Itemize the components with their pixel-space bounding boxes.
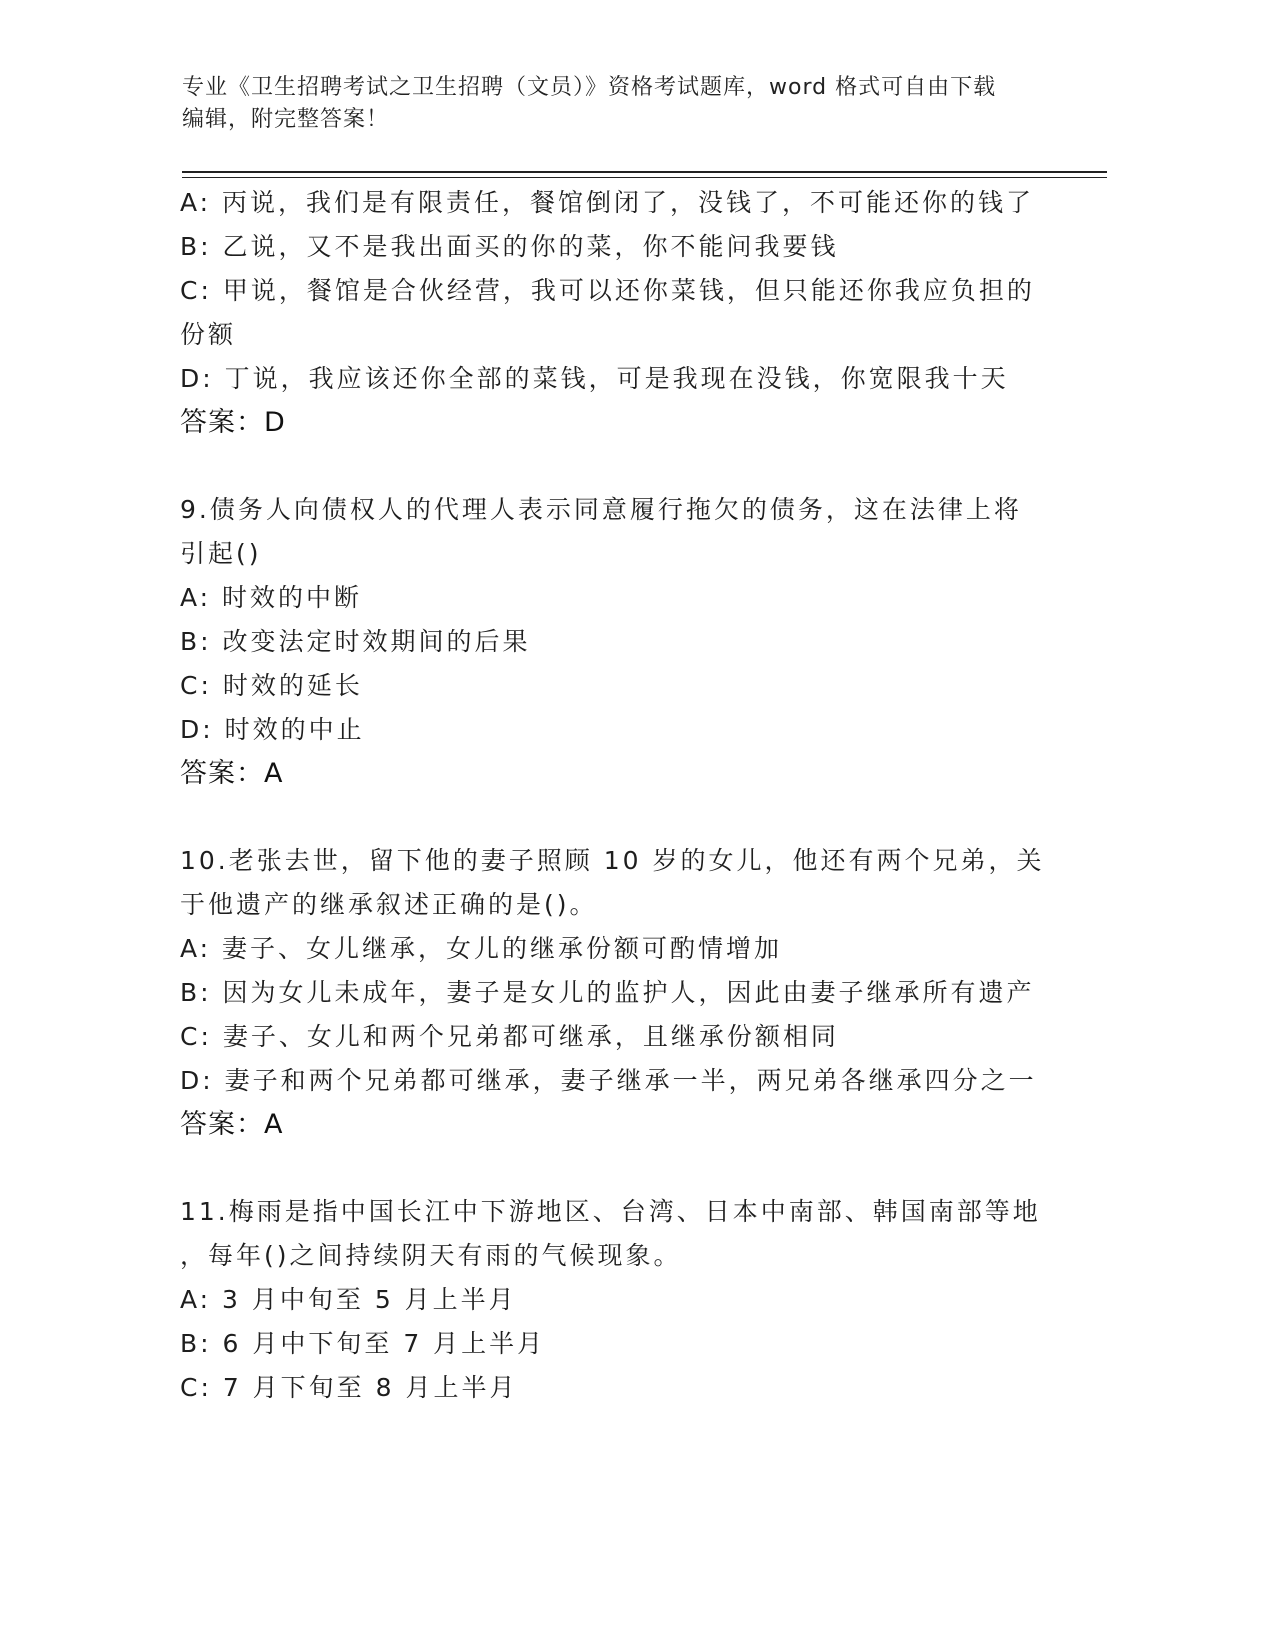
q9-option-b: B: 改变法定时效期间的后果 (180, 627, 531, 656)
spacer (180, 1147, 1060, 1190)
q9-option-d: D: 时效的中止 (180, 715, 365, 744)
question-10 (180, 839, 1060, 1147)
q9-stem-line-1: 9.债务人向债权人的代理人表示同意履行拖欠的债务，这在法律上将 (180, 495, 1022, 524)
q10-option-b: B: 因为女儿未成年，妻子是女儿的监护人，因此由妻子继承所有遗产 (180, 978, 1035, 1007)
q11-option-a: A: 3 月中旬至 5 月上半月 (180, 1285, 517, 1314)
q11-option-c: C: 7 月下旬至 8 月上半月 (180, 1373, 518, 1402)
q9-option-a: A: 时效的中断 (180, 583, 363, 612)
spacer (180, 445, 1060, 488)
q8-option-c-line-1: C: 甲说，餐馆是合伙经营，我可以还你菜钱，但只能还你我应负担的 (180, 276, 1035, 305)
header-rule-thin (182, 177, 1107, 178)
header-rule-thick (182, 171, 1107, 173)
q8-option-c-line-2: 份额 (180, 320, 237, 349)
q8-answer: 答案：D (180, 407, 286, 438)
header-line-1: 专业《卫生招聘考试之卫生招聘（文员）》资格考试题库，word 格式可自由下载 (182, 75, 997, 100)
q8-option-b: B: 乙说，又不是我出面买的你的菜，你不能问我要钱 (180, 232, 839, 261)
document-body (180, 181, 1060, 1410)
q10-stem-line-1: 10.老张去世，留下他的妻子照顾 10 岁的女儿，他还有两个兄弟，关 (180, 846, 1045, 875)
q10-stem-line-2: 于他遗产的继承叙述正确的是()。 (180, 890, 598, 919)
q8-option-a: A: 丙说，我们是有限责任，餐馆倒闭了，没钱了，不可能还你的钱了 (180, 188, 1035, 217)
question-8 (180, 181, 1060, 445)
q11-option-b: B: 6 月中下旬至 7 月上半月 (180, 1329, 546, 1358)
header-line-2: 编辑，附完整答案！ (182, 107, 390, 132)
q10-option-a: A: 妻子、女儿继承，女儿的继承份额可酌情增加 (180, 934, 783, 963)
q11-stem-line-1: 11.梅雨是指中国长江中下游地区、台湾、日本中南部、韩国南部等地 (180, 1197, 1041, 1226)
spacer (180, 796, 1060, 839)
question-9 (180, 488, 1060, 796)
q11-stem-line-2: ，每年()之间持续阴天有雨的气候现象。 (180, 1241, 682, 1270)
q9-option-c: C: 时效的延长 (180, 671, 363, 700)
document-header (182, 72, 1042, 136)
question-11 (180, 1190, 1060, 1410)
q10-option-c: C: 妻子、女儿和两个兄弟都可继承，且继承份额相同 (180, 1022, 839, 1051)
q8-option-d: D: 丁说，我应该还你全部的菜钱，可是我现在没钱，你宽限我十天 (180, 364, 1009, 393)
q9-answer: 答案：A (180, 758, 284, 789)
q10-answer: 答案：A (180, 1109, 284, 1140)
q9-stem-line-2: 引起() (180, 539, 262, 568)
q10-option-d: D: 妻子和两个兄弟都可继承，妻子继承一半，两兄弟各继承四分之一 (180, 1066, 1037, 1095)
